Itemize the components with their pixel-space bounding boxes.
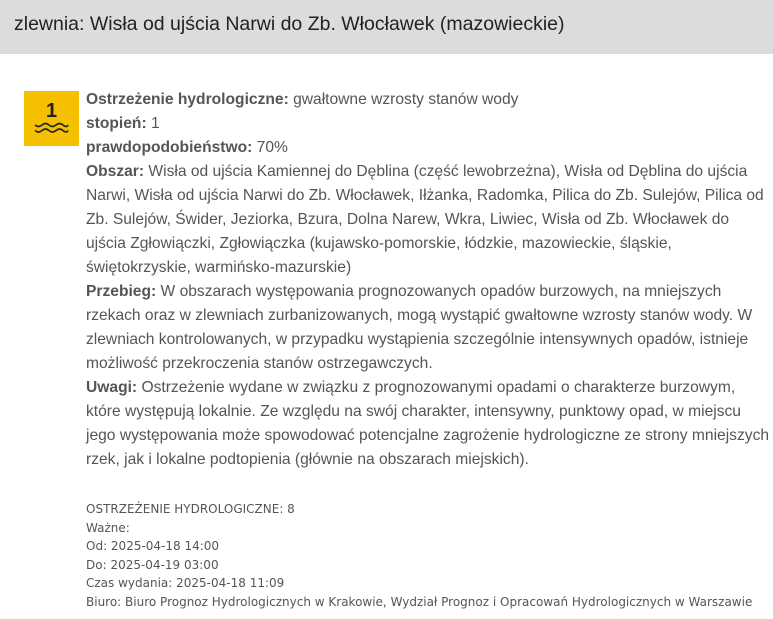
warning-level-badge — [24, 91, 79, 146]
warning-metadata — [86, 500, 771, 611]
validity-label: Ważne: — [86, 520, 130, 535]
region-header — [0, 0, 773, 54]
valid-to: Do: 2025-04-19 03:00 — [86, 557, 219, 572]
warning-probability-label: prawdopodobieństwo: — [86, 139, 253, 156]
warning-notes-row — [86, 376, 771, 472]
water-waves-icon — [34, 122, 69, 134]
warning-degree-label: stopień: — [86, 115, 147, 132]
warning-area-value: Wisła od ujścia Kamiennej do Dęblina (część lewobrzeżna), Wisła od Dęblina do ujścia Narwi, Wisła od ujścia Narwi do Zb. Włocławek, Iłżanka, Radomka, Pilica do Zb. Sulejów, Pilica od Zb. Sulejów, Świder, Jeziorka, Bzura, Dolna Narew, Wkra, Liwiec, Wisła od Zb. Włocławek do ujścia Zgłowiączki, Zgłowiączka (kujawsko-pomorskie, łódzkie, mazowieckie, śląskie, świętokrzyskie, warmińsko-mazurskie) — [86, 163, 764, 276]
warning-area-row — [86, 160, 771, 280]
issuing-office: Biuro: Biuro Prognoz Hydrologicznych w Krakowie, Wydział Prognoz i Opracowań Hydrologicznych w Warszawie — [86, 594, 753, 609]
warning-notes-value: Ostrzeżenie wydane w związku z prognozowanymi opadami o charakterze burzowym, które występują lokalnie. Ze względu na swój charakter, intensywny, punktowy opad, w miejscu jego występowania może spowodować potencjalne zagrożenie hydrologiczne ze strony mniejszych rzek, jak i lokalne podtopienia (głównie na obszarach miejskich). — [86, 379, 770, 468]
warning-type-row — [86, 88, 771, 112]
warning-course-value: W obszarach występowania prognozowanych opadów burzowych, na mniejszych rzekach oraz w zlewniach zurbanizowanych, mogą wystąpić gwałtowne wzrosty stanów wody. W zlewniach kontrolowanych, w przypadku wystąpienia szczególnie intensywnych opadów, istnieje możliwość przekroczenia stanów ostrzegawczych. — [86, 283, 753, 372]
warning-area-label: Obszar: — [86, 163, 145, 180]
warning-type-label: Ostrzeżenie hydrologiczne: — [86, 91, 289, 108]
issue-time: Czas wydania: 2025-04-18 11:09 — [86, 576, 285, 590]
warning-notes-label: Uwagi: — [86, 379, 138, 396]
warning-degree-row — [86, 112, 771, 136]
warning-level-number: 1 — [45, 100, 58, 122]
warning-course-label: Przebieg: — [86, 283, 157, 300]
warning-details — [86, 88, 771, 472]
warning-degree-value: 1 — [146, 115, 160, 132]
valid-from: Od: 2025-04-18 14:00 — [86, 539, 220, 553]
warning-course-row — [86, 280, 771, 376]
warning-type-value: gwałtowne wzrosty stanów wody — [288, 91, 519, 108]
warning-probability-row — [86, 136, 771, 160]
warning-probability-value: 70% — [252, 139, 288, 156]
warning-number: OSTRZEŻENIE HYDROLOGICZNE: 8 — [86, 502, 295, 516]
region-title: zlewnia: Wisła od ujścia Narwi do Zb. Włocławek (mazowieckie) — [14, 13, 565, 35]
